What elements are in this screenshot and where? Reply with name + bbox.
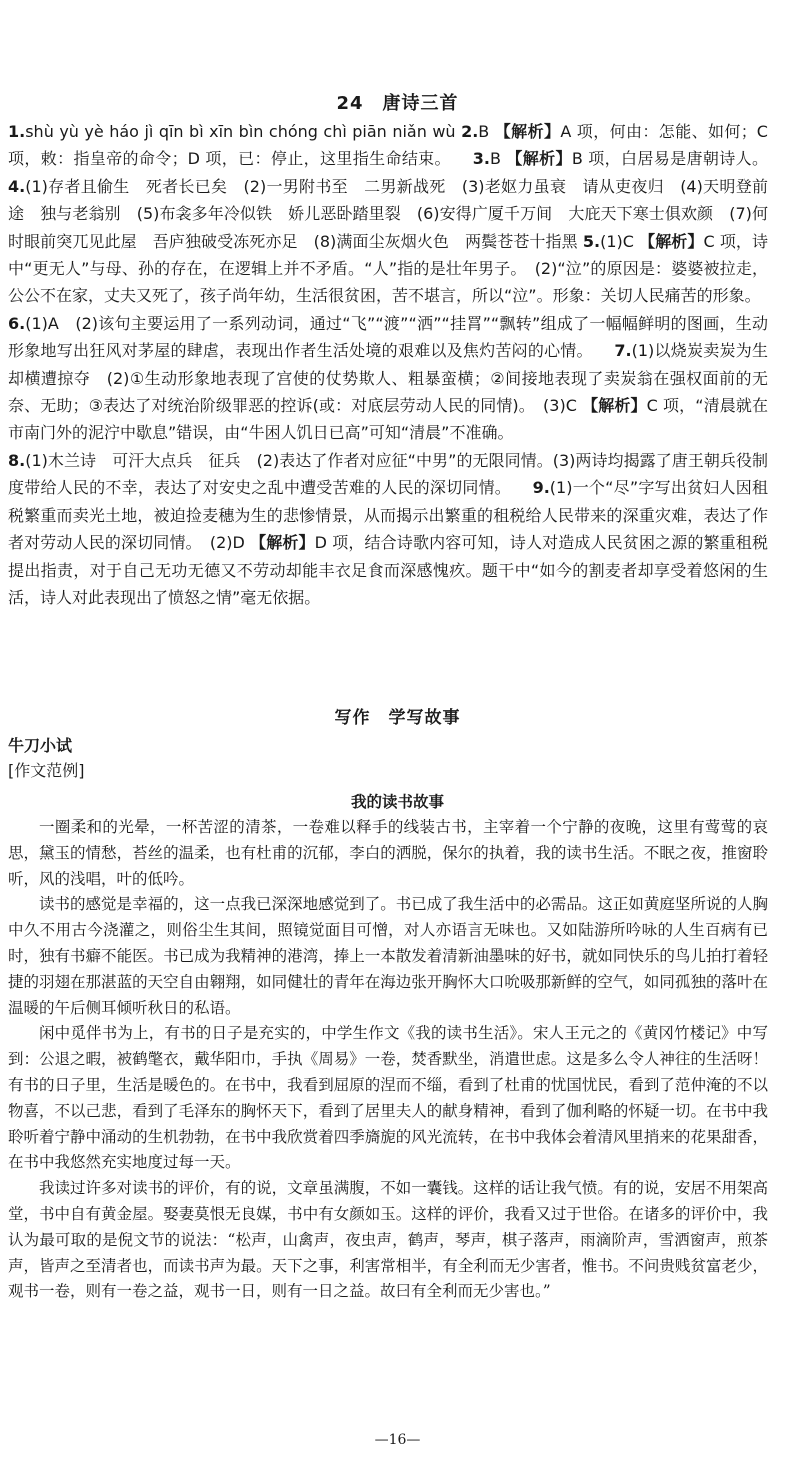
q2-answer: B — [478, 122, 490, 141]
q2-number: 2. — [461, 122, 479, 141]
q9-answer-b: D 项，结合诗歌内容可知，诗人对造成人民贫困之源的繁重租税提出指责，对于自己无功无德又不劳动却能丰衣足食而深感愧疚。题干中“如今的割麦者却享受着悠闲的生活，诗人对此表现出了愤怒之情”毫无依据。 — [8, 533, 768, 607]
q2-analysis-tag: 【解析】 — [494, 122, 561, 141]
q9-answer-a: (1)一个“尽”字写出贫妇人因租税繁重而卖光土地，被迫捡麦穗为生的悲惨情景，从而揭示出繁重的租税给人民带来的深重灾难，表达了作者对劳动人民的深切同情。 (2)D — [8, 478, 768, 553]
essay-body — [8, 815, 768, 1305]
q6-number: 6. — [8, 313, 26, 333]
q5-answer-a: (1)C — [600, 231, 634, 251]
q7-analysis-tag: 【解析】 — [582, 396, 647, 416]
q5-number: 5. — [582, 231, 601, 251]
q8-answer: (1)木兰诗 可汗大点兵 征兵 (2)表达了作者对应征“中男”的无限同情。(3)两诗均揭露了唐王朝兵役制度带给人民的不幸，表达了对安史之乱中遭受苦难的人民的深切同情。 — [8, 450, 768, 498]
q3-analysis-tag: 【解析】 — [506, 149, 572, 169]
q9-number: 9. — [532, 478, 550, 498]
q3-analysis: B 项，白居易是唐朝诗人。 — [571, 149, 768, 169]
example-label: [作文范例] — [8, 761, 85, 780]
essay-title: 我的读书故事 — [350, 793, 444, 811]
writing-section-title: 写作 学写故事 — [334, 708, 461, 728]
essay-paragraph: 闲中觅伴书为上，有书的日子是充实的，中学生作文《我的读书生活》。宋人王元之的《黄冈竹楼记》中写到：公退之暇，被鹤氅衣，戴华阳巾，手执《周易》一卷，焚香默坐，消遣世虑。这是多么令人神往的生活呀！有书的日子里，生活是暖色的。在书中，我看到屈原的涅而不缁，看到了杜甫的忧国忧民，看到了范仲淹的不以物喜，不以己悲，看到了毛泽东的胸怀天下，看到了居里夫人的献身精神，看到了伽利略的怀疑一切。在书中我聆听着宁静中涌动的生机勃勃，在书中我欣赏着四季旖旎的风光流转，在书中我体会着清风里捎来的花果甜香，在书中我悠然充实地度过每一天。 — [8, 1024, 768, 1172]
practice-heading: 牛刀小试 — [8, 736, 73, 755]
q9-analysis-tag: 【解析】 — [250, 533, 315, 553]
q4-number: 4. — [8, 176, 26, 196]
answer-block — [8, 118, 768, 611]
page-number: —16— — [374, 1432, 421, 1448]
essay-paragraph: 一圈柔和的光晕，一杯苦涩的清茶，一卷难以释手的线装古书，主宰着一个宁静的夜晚，这里有莺莺的哀思，黛玉的情愁，苔丝的温柔，也有杜甫的沉郁，李白的洒脱，保尔的执着，我的读书生活。不眠之夜，推窗聆听，风的浅唱，叶的低吟。 — [8, 818, 768, 888]
q7-answer-b: C 项，“清晨就在市南门外的泥泞中歇息”错误，由“牛困人饥日已高”可知“清晨”不准确。 — [8, 396, 768, 443]
q7-number: 7. — [614, 341, 632, 361]
q1-pinyin: shù yù yè háo jì qīn bì xīn bìn chóng chì piān niǎn wù — [25, 122, 456, 141]
essay-paragraph: 我读过许多对读书的评价，有的说，文章虽满腹，不如一囊钱。这样的话让我气愤。有的说，安居不用架高堂，书中自有黄金屋。娶妻莫恨无良媒，书中有女颜如玉。这样的评价，我看又过于世俗。在诸多的评价中，我认为最可取的是倪文节的说法：“松声，山禽声，夜虫声，鹤声，琴声，棋子落声，雨滴阶声，雪洒窗声，煎茶声，皆声之至清者也，而读书声为最。天下之事，利害常相半，有全利而无少害者，惟书。不问贵贱贫富老少，观书一卷，则有一卷之益，观书一日，则有一日之益。故曰有全利而无少害也。” — [8, 1179, 768, 1301]
q4-answer: (1)存者且偷生 死者长已矣 (2)一男附书至 二男新战死 (3)老妪力虽衰 请从吏夜归 (4)天明登前途 独与老翁别 (5)布衾多年冷似铁 娇儿恶卧踏里裂 (6)安得广厦千万间 大庇天下寒士俱欢颜 (7)何时眼前突兀见此屋 吾庐独破受冻死亦足 (8)满面尘灰烟火色 两鬓苍苍十指黑 — [8, 176, 768, 251]
q3-answer: B — [489, 149, 501, 169]
q5-answer-b: C 项，诗中“更无人”与母、孙的存在，在逻辑上并不矛盾。“人”指的是壮年男子。 (2)“泣”的原因是：婆婆被拉走，公公不在家，丈夫又死了，孩子尚年幼，生活很贫困，苦不堪言，所以“泣”。形象：关切人民痛苦的形象。 — [8, 231, 769, 306]
lesson-title: 24 唐诗三首 — [336, 93, 459, 114]
q3-number: 3. — [472, 149, 490, 169]
q2-analysis: A 项，何由：怎能、如何；C 项，敕：指皇帝的命令；D 项，已：停止，这里指生命结束。 — [8, 122, 768, 169]
q6-answer: (1)A (2)该句主要运用了一系列动词，通过“飞”“渡”“洒”“挂罥”“飘转”组成了一幅幅鲜明的图画，生动形象地写出狂风对茅屋的肆虐，表现出作者生活处境的艰难以及焦灼苦闷的心情。 — [8, 313, 768, 361]
q1-number: 1. — [8, 122, 26, 141]
q5-analysis-tag: 【解析】 — [639, 231, 704, 251]
q7-answer-a: (1)以烧炭卖炭为生却横遭掠夺 (2)①生动形象地表现了宫使的仗势欺人、粗暴蛮横；②间接地表现了卖炭翁在强权面前的无奈、无助；③表达了对统治阶级罪恶的控诉(或：对底层劳动人民的同情)。 (3)C — [8, 341, 768, 416]
essay-paragraph: 读书的感觉是幸福的，这一点我已深深地感觉到了。书已成了我生活中的必需品。这正如黄庭坚所说的人胸中久不用古今浇灌之，则俗尘生其间，照镜觉面目可憎，对人亦语言无味也。又如陆游所吟咏的人生百病有已时，独有书癖不能医。书已成为我精神的港湾，捧上一本散发着清新油墨味的好书，就如同快乐的鸟儿拍打着轻捷的羽翅在那湛蓝的天空自由翱翔，如同健壮的青年在海边张开胸怀大口吮吸那新鲜的空气，如同孤独的落叶在温暖的午后侧耳倾听秋日的私语。 — [8, 895, 768, 1017]
q8-number: 8. — [8, 450, 26, 470]
